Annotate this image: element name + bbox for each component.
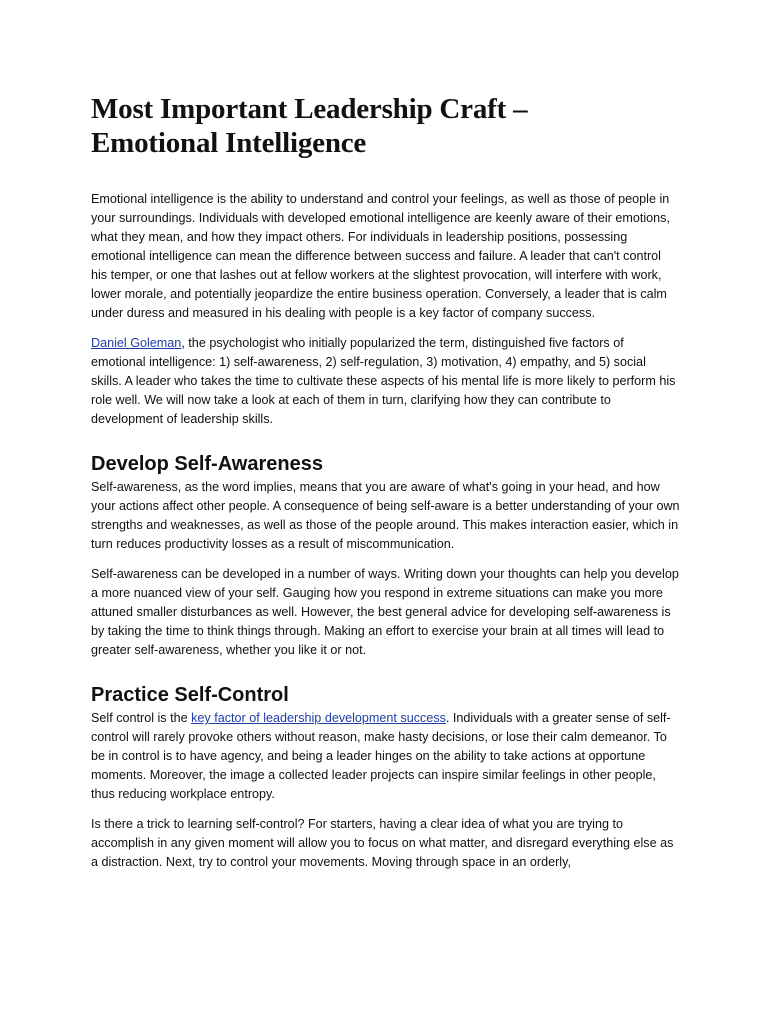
goleman-paragraph (91, 334, 680, 429)
key-factor-link[interactable]: key factor of leadership development success (191, 711, 446, 725)
title-line-1: Most Important Leadership Craft – (91, 93, 528, 125)
self-control-paragraph-1 (91, 709, 680, 804)
article-title (91, 92, 680, 160)
self-control-text-pre: Self control is the (91, 711, 192, 725)
title-line-2: Emotional Intelligence (91, 127, 367, 159)
section-heading-self-awareness: Develop Self-Awareness (91, 453, 323, 475)
intro-paragraph: Emotional intelligence is the ability to understand and control your feelings, as well as those of people in your surroundings. Individuals with developed emotional intelligence are keenly aware of their emotions, what they mean, and how they impact others. For individuals in leadership positions, possessing emotional intelligence can mean the difference between success and failure. A leader that can't control his temper, or one that lashes out at fellow workers at the slightest provocation, will interfere with work, lower morale, and potentially jeopardize the entire business operation. Conversely, a leader that is calm under duress and measured in his dealing with people is a key factor of company success. (91, 192, 670, 320)
self-control-text-rest: . Individuals with a greater sense of self-control will rarely provoke others without reason, make hasty decisions, or lose their calm demeanor. To be in control is to have agency, and being a leader hinges on the ability to take actions at opportune moments. Moreover, the image a collected leader projects can inspire similar feelings in other people, thus reducing workplace entropy. (91, 711, 671, 801)
self-awareness-paragraph-1: Self-awareness, as the word implies, means that you are aware of what's going in your head, and how your actions affect other people. A consequence of being self-aware is a better understanding of your own strengths and weaknesses, as well as those of the people around. This makes interaction easier, which in turn reduces productivity losses as a result of miscommunication. (91, 480, 680, 551)
section-heading-self-control: Practice Self-Control (91, 684, 289, 706)
goleman-paragraph-text: , the psychologist who initially popularized the term, distinguished five factors of emotional intelligence: 1) self-awareness, 2) self-regulation, 3) motivation, 4) empathy, and 5) social skills. A leader who takes the time to cultivate these aspects of his mental life is more likely to perform his role well. We will now take a look at each of them in turn, clarifying how they can contribute to development of leadership skills. (91, 336, 676, 426)
self-control-paragraph-2: Is there a trick to learning self-control? For starters, having a clear idea of what you are trying to accomplish in any given moment will allow you to focus on what matter, and disregard everything else as a distraction. Next, try to control your movements. Moving through space in an orderly, (91, 817, 674, 869)
self-awareness-paragraph-2: Self-awareness can be developed in a number of ways. Writing down your thoughts can help you develop a more nuanced view of your self. Gauging how you respond in extreme situations can make you more attuned smaller disturbances as well. However, the best general advice for developing self-awareness is by taking the time to think things through. Making an effort to exercise your brain at all times will lead to greater self-awareness, whether you like it or not. (91, 567, 679, 657)
daniel-goleman-link[interactable]: Daniel Goleman (91, 336, 182, 350)
